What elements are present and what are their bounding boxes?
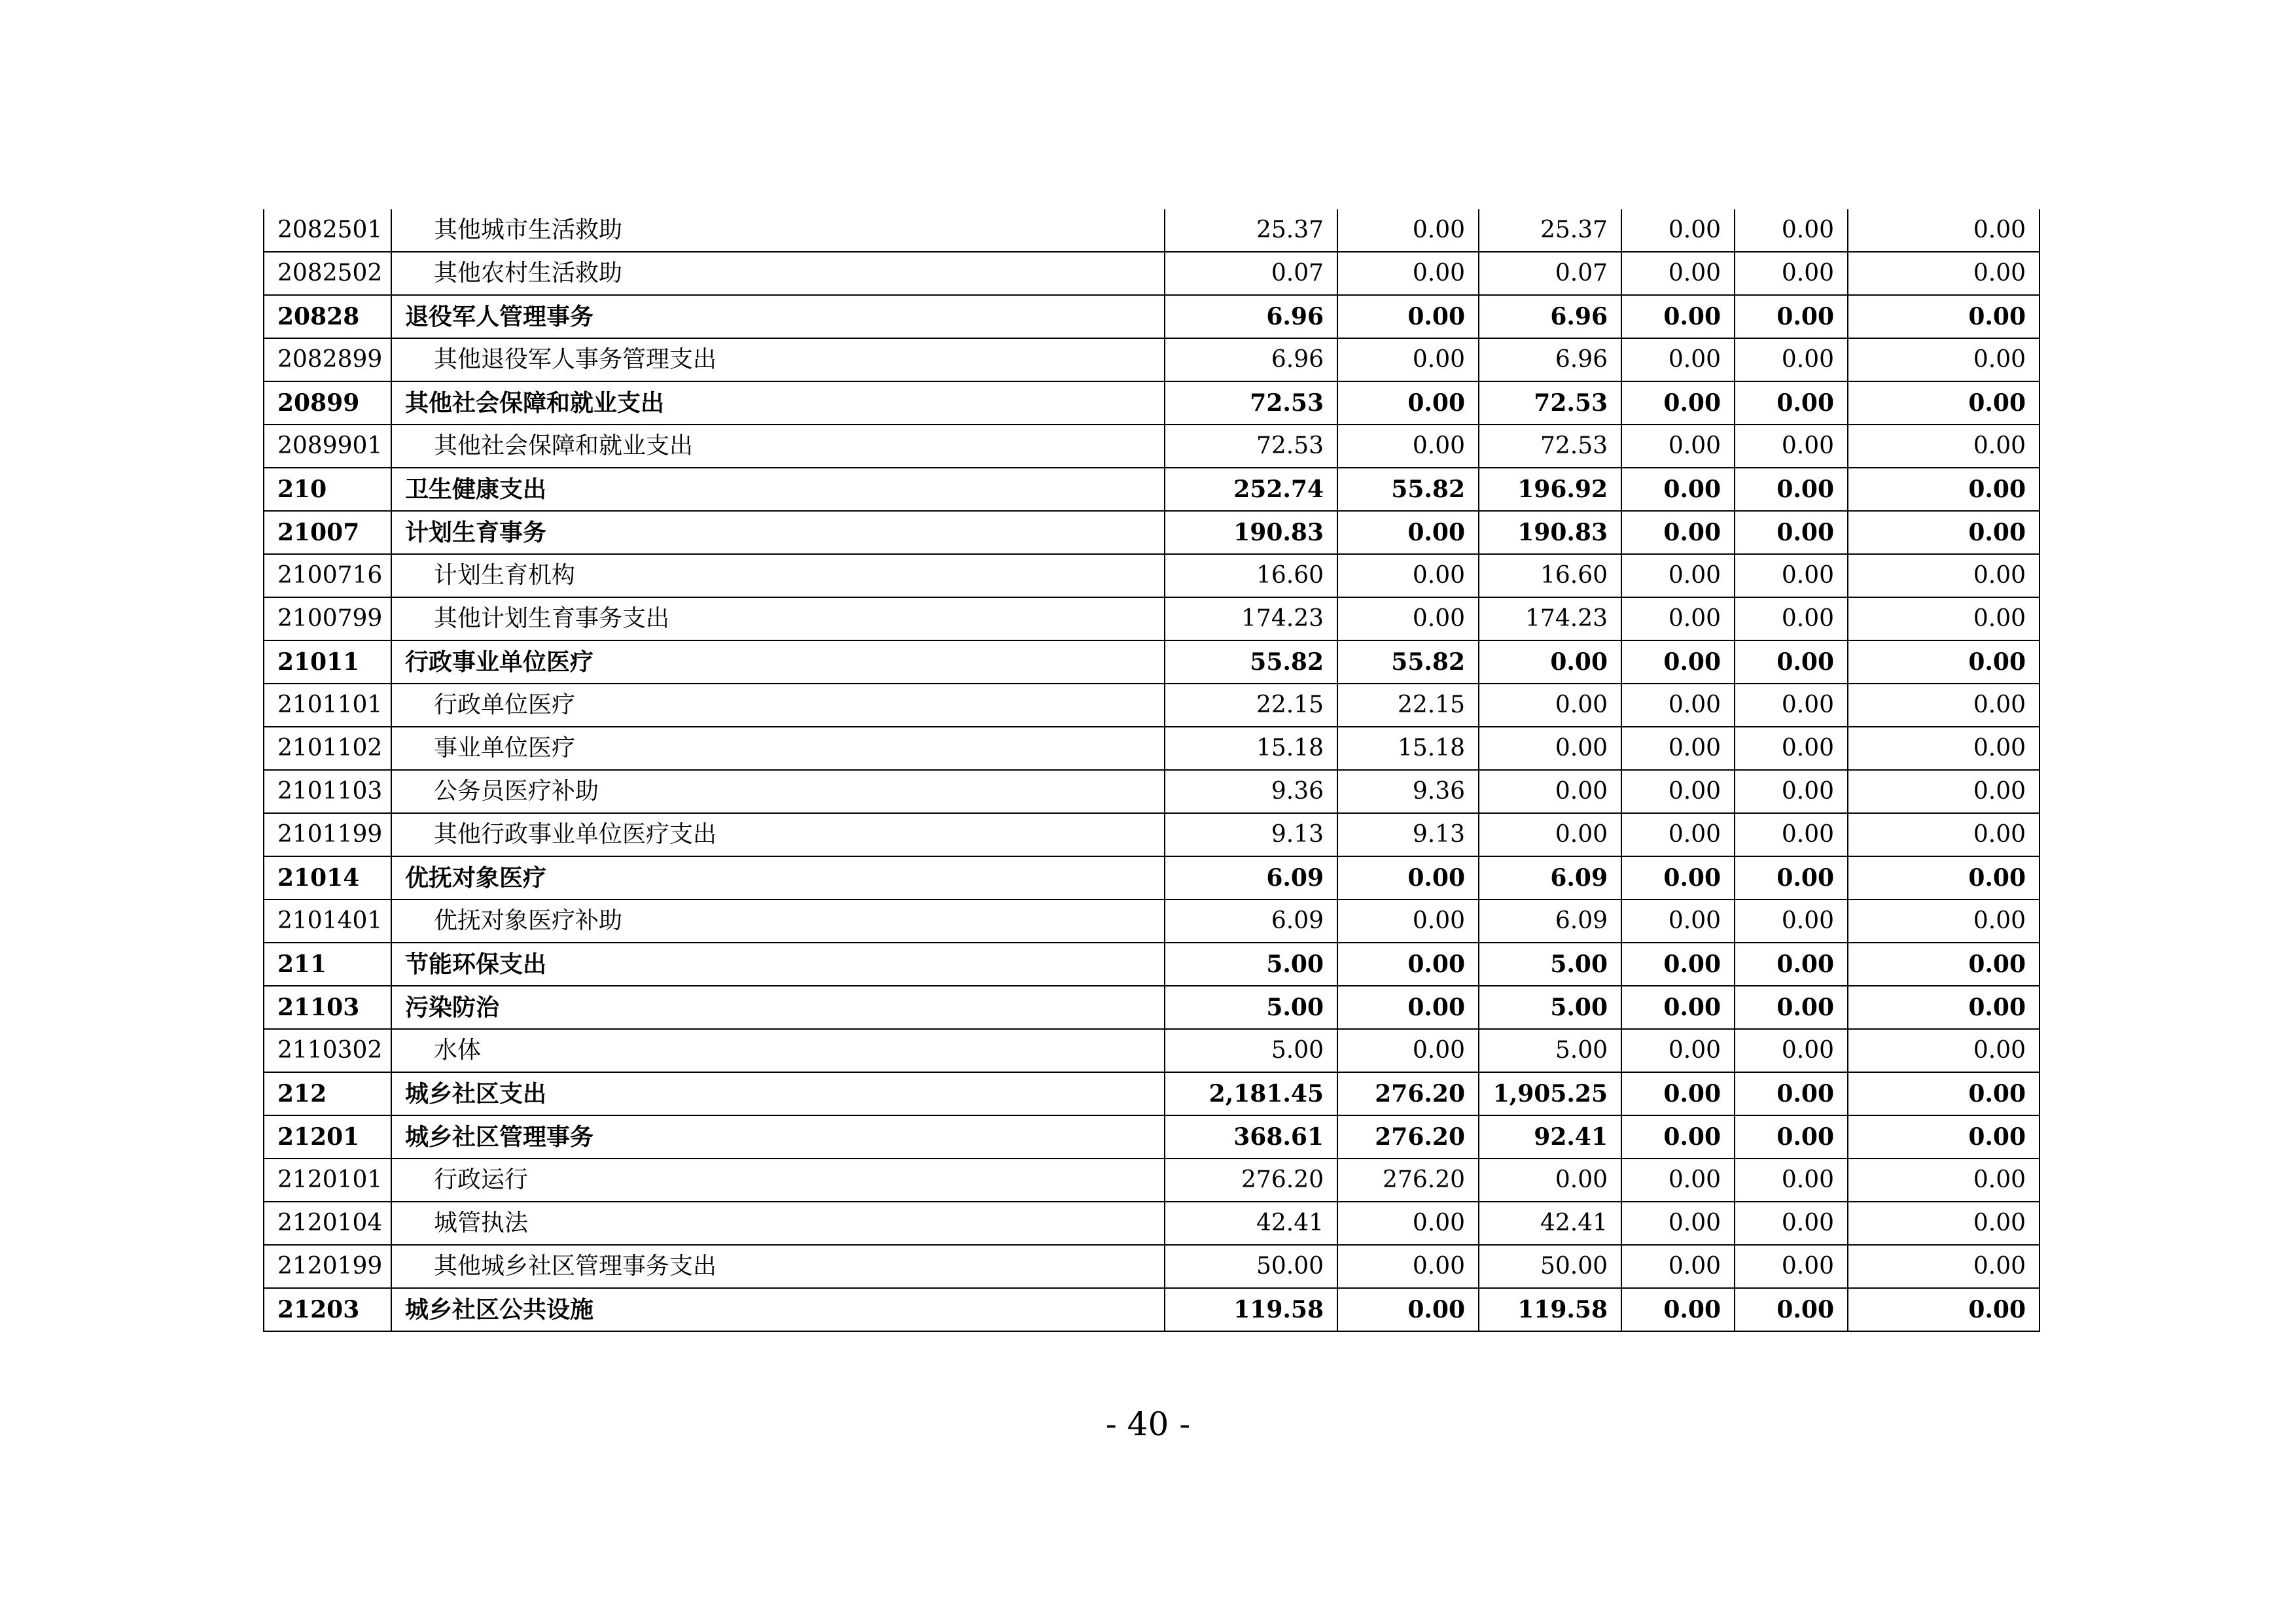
- amount-cell: 0.00: [1735, 640, 1848, 684]
- amount-cell: 0.00: [1848, 425, 2040, 468]
- amount-cell: 0.00: [1621, 899, 1735, 943]
- table-row: [264, 252, 2040, 295]
- amount-cell: 1,905.25: [1479, 1072, 1621, 1115]
- amount-cell: 0.00: [1735, 1115, 1848, 1159]
- amount-cell: 0.00: [1337, 209, 1479, 252]
- amount-cell: 16.60: [1479, 554, 1621, 597]
- amount-cell: 0.00: [1848, 770, 2040, 813]
- amount-cell: 0.00: [1337, 986, 1479, 1029]
- amount-cell: 0.00: [1735, 1029, 1848, 1072]
- amount-cell: 0.00: [1735, 943, 1848, 986]
- amount-cell: 0.00: [1848, 338, 2040, 381]
- amount-cell: 0.00: [1337, 1202, 1479, 1245]
- amount-cell: 0.00: [1848, 468, 2040, 511]
- amount-cell: 0.00: [1848, 381, 2040, 425]
- account-name-cell: 其他计划生育事务支出: [391, 597, 1165, 640]
- account-code-cell: 2120199: [264, 1245, 391, 1288]
- table-body: [264, 209, 2040, 1331]
- amount-cell: 6.96: [1165, 338, 1337, 381]
- amount-cell: 0.00: [1621, 986, 1735, 1029]
- account-code-cell: 2100716: [264, 554, 391, 597]
- account-code-cell: 20899: [264, 381, 391, 425]
- account-code-cell: 21201: [264, 1115, 391, 1159]
- account-code-cell: 211: [264, 943, 391, 986]
- amount-cell: 0.00: [1848, 727, 2040, 770]
- account-code-cell: 2101199: [264, 813, 391, 856]
- amount-cell: 6.96: [1479, 295, 1621, 338]
- amount-cell: 190.83: [1165, 511, 1337, 554]
- amount-cell: 0.00: [1735, 899, 1848, 943]
- amount-cell: 0.00: [1621, 425, 1735, 468]
- amount-cell: 22.15: [1165, 684, 1337, 727]
- table-row: [264, 554, 2040, 597]
- amount-cell: 0.07: [1165, 252, 1337, 295]
- amount-cell: 276.20: [1337, 1159, 1479, 1202]
- amount-cell: 0.00: [1479, 684, 1621, 727]
- amount-cell: 15.18: [1165, 727, 1337, 770]
- amount-cell: 0.00: [1735, 209, 1848, 252]
- account-code-cell: 2082501: [264, 209, 391, 252]
- table-row: [264, 856, 2040, 899]
- amount-cell: 0.00: [1848, 1072, 2040, 1115]
- account-code-cell: 21007: [264, 511, 391, 554]
- table-row: [264, 986, 2040, 1029]
- amount-cell: 119.58: [1479, 1288, 1621, 1331]
- amount-cell: 0.00: [1337, 554, 1479, 597]
- amount-cell: 0.00: [1848, 1202, 2040, 1245]
- table-row: [264, 1202, 2040, 1245]
- amount-cell: 174.23: [1479, 597, 1621, 640]
- amount-cell: 0.00: [1337, 597, 1479, 640]
- amount-cell: 0.00: [1735, 381, 1848, 425]
- amount-cell: 0.00: [1735, 468, 1848, 511]
- amount-cell: 0.00: [1848, 1288, 2040, 1331]
- amount-cell: 0.00: [1337, 511, 1479, 554]
- amount-cell: 25.37: [1479, 209, 1621, 252]
- account-name-cell: 其他社会保障和就业支出: [391, 425, 1165, 468]
- amount-cell: 0.00: [1848, 511, 2040, 554]
- amount-cell: 0.00: [1735, 1159, 1848, 1202]
- account-name-cell: 其他行政事业单位医疗支出: [391, 813, 1165, 856]
- amount-cell: 0.00: [1848, 1159, 2040, 1202]
- amount-cell: 50.00: [1479, 1245, 1621, 1288]
- table-row: [264, 640, 2040, 684]
- table-row: [264, 425, 2040, 468]
- account-name-cell: 退役军人管理事务: [391, 295, 1165, 338]
- account-name-cell: 其他城市生活救助: [391, 209, 1165, 252]
- amount-cell: 0.00: [1337, 899, 1479, 943]
- amount-cell: 0.00: [1848, 209, 2040, 252]
- amount-cell: 0.00: [1337, 338, 1479, 381]
- amount-cell: 9.13: [1165, 813, 1337, 856]
- amount-cell: 0.00: [1479, 770, 1621, 813]
- table-row: [264, 1159, 2040, 1202]
- amount-cell: 25.37: [1165, 209, 1337, 252]
- amount-cell: 0.00: [1848, 295, 2040, 338]
- account-code-cell: 2100799: [264, 597, 391, 640]
- account-name-cell: 污染防治: [391, 986, 1165, 1029]
- amount-cell: 5.00: [1479, 986, 1621, 1029]
- amount-cell: 0.00: [1735, 338, 1848, 381]
- amount-cell: 0.00: [1337, 1029, 1479, 1072]
- amount-cell: 0.00: [1621, 1029, 1735, 1072]
- amount-cell: 0.00: [1735, 684, 1848, 727]
- amount-cell: 72.53: [1479, 381, 1621, 425]
- amount-cell: 5.00: [1479, 1029, 1621, 1072]
- amount-cell: 0.00: [1848, 1115, 2040, 1159]
- amount-cell: 0.07: [1479, 252, 1621, 295]
- amount-cell: 196.92: [1479, 468, 1621, 511]
- table-row: [264, 899, 2040, 943]
- account-code-cell: 20828: [264, 295, 391, 338]
- amount-cell: 5.00: [1165, 943, 1337, 986]
- amount-cell: 0.00: [1479, 813, 1621, 856]
- amount-cell: 0.00: [1621, 856, 1735, 899]
- amount-cell: 0.00: [1735, 727, 1848, 770]
- amount-cell: 15.18: [1337, 727, 1479, 770]
- amount-cell: 0.00: [1848, 1029, 2040, 1072]
- account-code-cell: 2101102: [264, 727, 391, 770]
- table-row: [264, 209, 2040, 252]
- amount-cell: 190.83: [1479, 511, 1621, 554]
- amount-cell: 119.58: [1165, 1288, 1337, 1331]
- account-name-cell: 其他退役军人事务管理支出: [391, 338, 1165, 381]
- account-name-cell: 城乡社区管理事务: [391, 1115, 1165, 1159]
- amount-cell: 0.00: [1735, 813, 1848, 856]
- table-row: [264, 684, 2040, 727]
- account-code-cell: 2082502: [264, 252, 391, 295]
- account-name-cell: 其他城乡社区管理事务支出: [391, 1245, 1165, 1288]
- amount-cell: 0.00: [1848, 554, 2040, 597]
- amount-cell: 0.00: [1621, 597, 1735, 640]
- amount-cell: 0.00: [1621, 1072, 1735, 1115]
- amount-cell: 0.00: [1621, 684, 1735, 727]
- account-name-cell: 行政事业单位医疗: [391, 640, 1165, 684]
- amount-cell: 42.41: [1165, 1202, 1337, 1245]
- account-name-cell: 优抚对象医疗: [391, 856, 1165, 899]
- account-name-cell: 其他社会保障和就业支出: [391, 381, 1165, 425]
- amount-cell: 0.00: [1479, 1159, 1621, 1202]
- amount-cell: 276.20: [1337, 1072, 1479, 1115]
- amount-cell: 0.00: [1337, 295, 1479, 338]
- account-name-cell: 卫生健康支出: [391, 468, 1165, 511]
- amount-cell: 0.00: [1848, 597, 2040, 640]
- amount-cell: 50.00: [1165, 1245, 1337, 1288]
- account-code-cell: 2101103: [264, 770, 391, 813]
- amount-cell: 0.00: [1848, 252, 2040, 295]
- amount-cell: 0.00: [1848, 684, 2040, 727]
- amount-cell: 0.00: [1621, 640, 1735, 684]
- amount-cell: 0.00: [1621, 943, 1735, 986]
- amount-cell: 0.00: [1621, 511, 1735, 554]
- account-name-cell: 事业单位医疗: [391, 727, 1165, 770]
- amount-cell: 6.09: [1165, 856, 1337, 899]
- account-code-cell: 21203: [264, 1288, 391, 1331]
- table-row: [264, 381, 2040, 425]
- amount-cell: 0.00: [1337, 1288, 1479, 1331]
- amount-cell: 0.00: [1621, 381, 1735, 425]
- amount-cell: 0.00: [1735, 986, 1848, 1029]
- amount-cell: 92.41: [1479, 1115, 1621, 1159]
- amount-cell: 0.00: [1621, 813, 1735, 856]
- amount-cell: 0.00: [1337, 856, 1479, 899]
- amount-cell: 0.00: [1337, 381, 1479, 425]
- amount-cell: 0.00: [1735, 1245, 1848, 1288]
- amount-cell: 0.00: [1621, 209, 1735, 252]
- table-row: [264, 338, 2040, 381]
- amount-cell: 0.00: [1621, 1202, 1735, 1245]
- amount-cell: 0.00: [1848, 813, 2040, 856]
- account-code-cell: 21011: [264, 640, 391, 684]
- amount-cell: 0.00: [1621, 252, 1735, 295]
- account-name-cell: 水体: [391, 1029, 1165, 1072]
- amount-cell: 0.00: [1848, 986, 2040, 1029]
- amount-cell: 0.00: [1621, 1245, 1735, 1288]
- amount-cell: 5.00: [1479, 943, 1621, 986]
- amount-cell: 252.74: [1165, 468, 1337, 511]
- amount-cell: 0.00: [1621, 1159, 1735, 1202]
- amount-cell: 0.00: [1848, 640, 2040, 684]
- amount-cell: 6.09: [1479, 856, 1621, 899]
- page-number: - 40 -: [1105, 1405, 1191, 1443]
- table-row: [264, 727, 2040, 770]
- account-code-cell: 210: [264, 468, 391, 511]
- amount-cell: 9.13: [1337, 813, 1479, 856]
- table-row: [264, 943, 2040, 986]
- amount-cell: 9.36: [1337, 770, 1479, 813]
- amount-cell: 6.09: [1165, 899, 1337, 943]
- table-row: [264, 1115, 2040, 1159]
- account-name-cell: 其他农村生活救助: [391, 252, 1165, 295]
- table-row: [264, 1029, 2040, 1072]
- amount-cell: 0.00: [1621, 554, 1735, 597]
- account-code-cell: 21103: [264, 986, 391, 1029]
- account-name-cell: 城乡社区支出: [391, 1072, 1165, 1115]
- account-name-cell: 行政运行: [391, 1159, 1165, 1202]
- amount-cell: 0.00: [1621, 770, 1735, 813]
- account-code-cell: 2101101: [264, 684, 391, 727]
- account-name-cell: 节能环保支出: [391, 943, 1165, 986]
- amount-cell: 0.00: [1479, 640, 1621, 684]
- table-row: [264, 1288, 2040, 1331]
- amount-cell: 0.00: [1735, 856, 1848, 899]
- amount-cell: 0.00: [1337, 943, 1479, 986]
- account-code-cell: 212: [264, 1072, 391, 1115]
- amount-cell: 0.00: [1735, 511, 1848, 554]
- amount-cell: 22.15: [1337, 684, 1479, 727]
- amount-cell: 9.36: [1165, 770, 1337, 813]
- amount-cell: 0.00: [1337, 425, 1479, 468]
- amount-cell: 0.00: [1848, 856, 2040, 899]
- amount-cell: 0.00: [1735, 770, 1848, 813]
- account-code-cell: 2101401: [264, 899, 391, 943]
- account-code-cell: 2089901: [264, 425, 391, 468]
- account-code-cell: 21014: [264, 856, 391, 899]
- account-name-cell: 城乡社区公共设施: [391, 1288, 1165, 1331]
- amount-cell: 6.09: [1479, 899, 1621, 943]
- amount-cell: 0.00: [1735, 554, 1848, 597]
- amount-cell: 16.60: [1165, 554, 1337, 597]
- amount-cell: 0.00: [1735, 1288, 1848, 1331]
- amount-cell: 5.00: [1165, 986, 1337, 1029]
- amount-cell: 0.00: [1621, 468, 1735, 511]
- amount-cell: 0.00: [1848, 943, 2040, 986]
- amount-cell: 0.00: [1735, 597, 1848, 640]
- amount-cell: 0.00: [1621, 338, 1735, 381]
- amount-cell: 0.00: [1735, 425, 1848, 468]
- amount-cell: 0.00: [1479, 727, 1621, 770]
- account-name-cell: 优抚对象医疗补助: [391, 899, 1165, 943]
- amount-cell: 2,181.45: [1165, 1072, 1337, 1115]
- amount-cell: 72.53: [1165, 425, 1337, 468]
- account-name-cell: 计划生育事务: [391, 511, 1165, 554]
- amount-cell: 55.82: [1337, 468, 1479, 511]
- amount-cell: 55.82: [1165, 640, 1337, 684]
- amount-cell: 0.00: [1337, 1245, 1479, 1288]
- amount-cell: 276.20: [1337, 1115, 1479, 1159]
- table-row: [264, 597, 2040, 640]
- amount-cell: 72.53: [1479, 425, 1621, 468]
- account-code-cell: 2120101: [264, 1159, 391, 1202]
- amount-cell: 0.00: [1735, 252, 1848, 295]
- amount-cell: 55.82: [1337, 640, 1479, 684]
- amount-cell: 6.96: [1479, 338, 1621, 381]
- amount-cell: 0.00: [1621, 727, 1735, 770]
- table-row: [264, 813, 2040, 856]
- amount-cell: 0.00: [1621, 295, 1735, 338]
- account-name-cell: 计划生育机构: [391, 554, 1165, 597]
- account-name-cell: 公务员医疗补助: [391, 770, 1165, 813]
- amount-cell: 368.61: [1165, 1115, 1337, 1159]
- account-name-cell: 城管执法: [391, 1202, 1165, 1245]
- amount-cell: 42.41: [1479, 1202, 1621, 1245]
- account-code-cell: 2110302: [264, 1029, 391, 1072]
- amount-cell: 0.00: [1848, 899, 2040, 943]
- table-row: [264, 1072, 2040, 1115]
- amount-cell: 5.00: [1165, 1029, 1337, 1072]
- amount-cell: 6.96: [1165, 295, 1337, 338]
- amount-cell: 276.20: [1165, 1159, 1337, 1202]
- amount-cell: 0.00: [1621, 1288, 1735, 1331]
- amount-cell: 0.00: [1735, 1072, 1848, 1115]
- account-code-cell: 2120104: [264, 1202, 391, 1245]
- amount-cell: 0.00: [1337, 252, 1479, 295]
- amount-cell: 0.00: [1848, 1245, 2040, 1288]
- amount-cell: 0.00: [1735, 295, 1848, 338]
- table-row: [264, 770, 2040, 813]
- budget-table: [263, 209, 2040, 1332]
- amount-cell: 72.53: [1165, 381, 1337, 425]
- account-name-cell: 行政单位医疗: [391, 684, 1165, 727]
- account-code-cell: 2082899: [264, 338, 391, 381]
- amount-cell: 0.00: [1621, 1115, 1735, 1159]
- table-row: [264, 468, 2040, 511]
- amount-cell: 0.00: [1735, 1202, 1848, 1245]
- amount-cell: 174.23: [1165, 597, 1337, 640]
- table-row: [264, 295, 2040, 338]
- table-row: [264, 511, 2040, 554]
- table-row: [264, 1245, 2040, 1288]
